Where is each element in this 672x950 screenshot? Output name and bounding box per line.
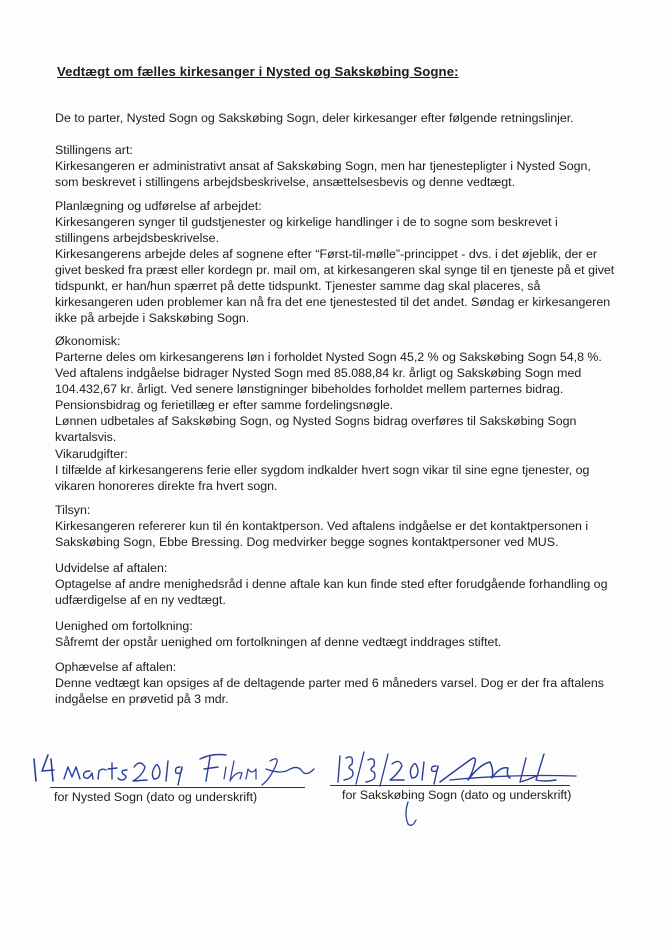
signature-caption-sakskobing: for Sakskøbing Sogn (dato og underskrift) <box>342 788 572 802</box>
signature-caption-nysted: for Nysted Sogn (dato og underskrift) <box>54 790 258 804</box>
section-paragraph: I tilfælde af kirkesangerens ferie eller sygdom indkalder hvert sogn vikar til sine egne tjenester, og vikaren honoreres direkte fra hvert sogn. <box>55 463 590 493</box>
section-position-type <box>55 142 615 190</box>
section-substitutes <box>55 446 615 494</box>
section-paragraph: Denne vedtægt kan opsiges af de deltagende parter med 6 måneders varsel. Dog er der fra aftalens indgåelse en prøvetid på 3 mdr. <box>55 676 604 706</box>
document-title: Vedtægt om fælles kirkesanger i Nysted og Sakskøbing Sogne: <box>57 64 459 79</box>
section-paragraph: Optagelse af andre menighedsråd i denne aftale kan kun finde sted efter forudgående forhandling og udfærdigelse af en ny vedtægt. <box>55 577 608 607</box>
signature-line <box>50 787 305 788</box>
section-economy <box>55 333 615 445</box>
section-heading: Planlægning og udførelse af arbejdet: <box>55 199 262 213</box>
section-heading: Økonomisk: <box>55 334 121 348</box>
section-paragraph: Lønnen udbetales af Sakskøbing Sogn, og Nysted Sogns bidrag overføres til Sakskøbing Sogn kvartalsvis. <box>55 414 577 444</box>
section-heading: Vikarudgifter: <box>55 447 128 461</box>
section-heading: Ophævelse af aftalen: <box>55 660 177 674</box>
intro-paragraph: De to parter, Nysted Sogn og Sakskøbing Sogn, deler kirkesanger efter følgende retningslinjer. <box>55 111 574 125</box>
section-supervision <box>55 502 615 550</box>
section-termination <box>55 659 615 707</box>
section-heading: Tilsyn: <box>55 503 91 517</box>
section-paragraph: Såfremt der opstår uenighed om fortolkningen af denne vedtægt inddrages stiftet. <box>55 635 502 649</box>
section-heading: Stillingens art: <box>55 143 133 157</box>
section-paragraph: Kirkesangeren synger til gudstjenester og kirkelige handlinger i de to sogne som beskrevet i stillingens arbejdsbeskrivelse. <box>55 215 558 245</box>
section-paragraph: Parterne deles om kirkesangerens løn i forholdet Nysted Sogn 45,2 % og Sakskøbing Sogn 54,8 %. Ved aftalens indgåelse bidrager Nysted Sogn med 85.088,84 kr. årligt og Sakskøbing Sogn med 104.432,67 kr. årligt. Ved senere lønstigninger bibeholdes forholdet mellem parternes bidrag. Pensionsbidrag og ferietillæg er efter samme fordelingsnøgle. <box>55 350 602 412</box>
handwritten-signature-nysted <box>30 745 320 790</box>
signature-block-sakskobing <box>330 740 630 835</box>
section-paragraph: Kirkesangeren er administrativt ansat af Sakskøbing Sogn, men har tjenestepligter i Nysted Sogn, som beskrevet i stillingens arbejdsbeskrivelse, ansættelsesbevis og denne vedtægt. <box>55 159 591 189</box>
section-paragraph: Kirkesangeren refererer kun til én kontaktperson. Ved aftalens indgåelse er det kontaktpersonen i Sakskøbing Sogn, Ebbe Bressing. Dog medvirker begge sognes kontaktpersoner ved MUS. <box>55 519 589 549</box>
signature-line <box>330 785 570 786</box>
signature-block-nysted <box>30 745 320 805</box>
section-disagreement <box>55 618 615 650</box>
section-expansion <box>55 560 615 608</box>
section-paragraph: Kirkesangerens arbejde deles af sognene efter “Først-til-mølle”-princippet - dvs. i det øjeblik, der er givet besked fra præst eller kordegn pr. mail om, at kirkesangeren skal synge til en tjeneste på et givet tidspunkt, er han/hun spærret på dette tidspunkt. Tjenester samme dag skal placeres, så kirkesangeren uden problemer kan nå fra det ene tjenestested til det andet. Søndag er kirkesangeren ikke på arbejde i Sakskøbing Sogn. <box>55 247 615 325</box>
section-heading: Udvidelse af aftalen: <box>55 561 168 575</box>
section-heading: Uenighed om fortolkning: <box>55 619 193 633</box>
section-planning <box>55 198 615 326</box>
